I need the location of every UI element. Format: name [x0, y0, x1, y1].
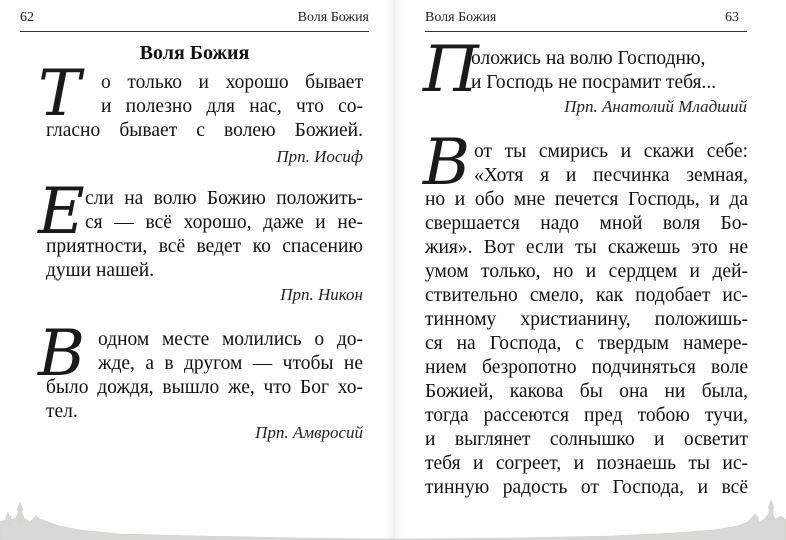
- text-line: оложись на волю Господню,: [471, 48, 706, 69]
- text-line: приятности, всё ведет ко спасению: [46, 236, 363, 257]
- text-line: Божией, какова бы она ни была,: [425, 381, 748, 402]
- text-line: но и обо мне печется Господь, и да: [425, 189, 748, 210]
- text-line: и Господь не посрамит тебя...: [471, 72, 717, 93]
- text-line: и полезно для нас, что со-: [101, 96, 363, 117]
- header-rule: [20, 31, 369, 32]
- text-line: одном месте молились о до-: [98, 329, 363, 350]
- text-line: жия». Вот если ты скажешь это не: [425, 237, 748, 258]
- text-line: жде, а в другом — чтобы не: [98, 353, 363, 374]
- text-line: ствительно смело, как подобает ис-: [425, 285, 748, 306]
- page-number: 63: [725, 10, 739, 25]
- text-line: ся — всё хорошо, даже и не-: [85, 212, 363, 233]
- attribution: Прп. Никон: [280, 285, 363, 304]
- text-line: тел.: [46, 401, 78, 422]
- drop-cap: В: [423, 126, 471, 200]
- section-title: Воля Божия: [139, 42, 250, 64]
- text-line: «Хотя я и песчинка земная,: [474, 165, 748, 186]
- text-line: свершается надо мной воля Бо-: [425, 213, 748, 234]
- drop-cap: Е: [38, 175, 85, 249]
- text-line: гласно бывает с волею Божией.: [46, 120, 363, 141]
- drop-cap: В: [38, 317, 86, 391]
- text-line: было дождя, вышло же, что Бог хо-: [46, 377, 363, 398]
- text-line: и выглянет солнышко и осветит: [425, 429, 748, 450]
- footer-landscape-ornament: [0, 492, 393, 540]
- drop-cap: Т: [38, 57, 81, 131]
- footer-landscape-ornament: [393, 492, 786, 540]
- text-line: ся на Господа, с твердым намере-: [425, 333, 748, 354]
- right-page: [393, 0, 786, 540]
- header-rule: [425, 31, 747, 32]
- text-line: нием безропотно подчиняться воле: [425, 357, 748, 378]
- page-number: 62: [20, 10, 34, 25]
- text-line: от ты смирись и скажи себе:: [474, 141, 748, 162]
- text-line: тебя и согреет, и познаешь ты ис-: [425, 453, 748, 474]
- text-line: тогда рассеются пред тобою тучи,: [425, 405, 748, 426]
- attribution: Прп. Анатолий Младший: [564, 97, 747, 116]
- attribution: Прп. Иосиф: [276, 147, 363, 166]
- text-line: тинную радость от Господа, и всё: [425, 477, 748, 498]
- running-title: Воля Божия: [297, 10, 369, 25]
- text-line: сли на волю Божию положить-: [85, 188, 363, 209]
- running-title: Воля Божия: [425, 10, 497, 25]
- text-line: умом только, но и сердцем и дей-: [425, 261, 748, 282]
- attribution: Прп. Амвросий: [255, 423, 363, 442]
- text-line: о только и хорошо бывает: [101, 72, 363, 93]
- text-line: тинному христианину, положишь-: [425, 309, 748, 330]
- drop-cap: П: [423, 33, 479, 107]
- text-line: души нашей.: [46, 260, 155, 281]
